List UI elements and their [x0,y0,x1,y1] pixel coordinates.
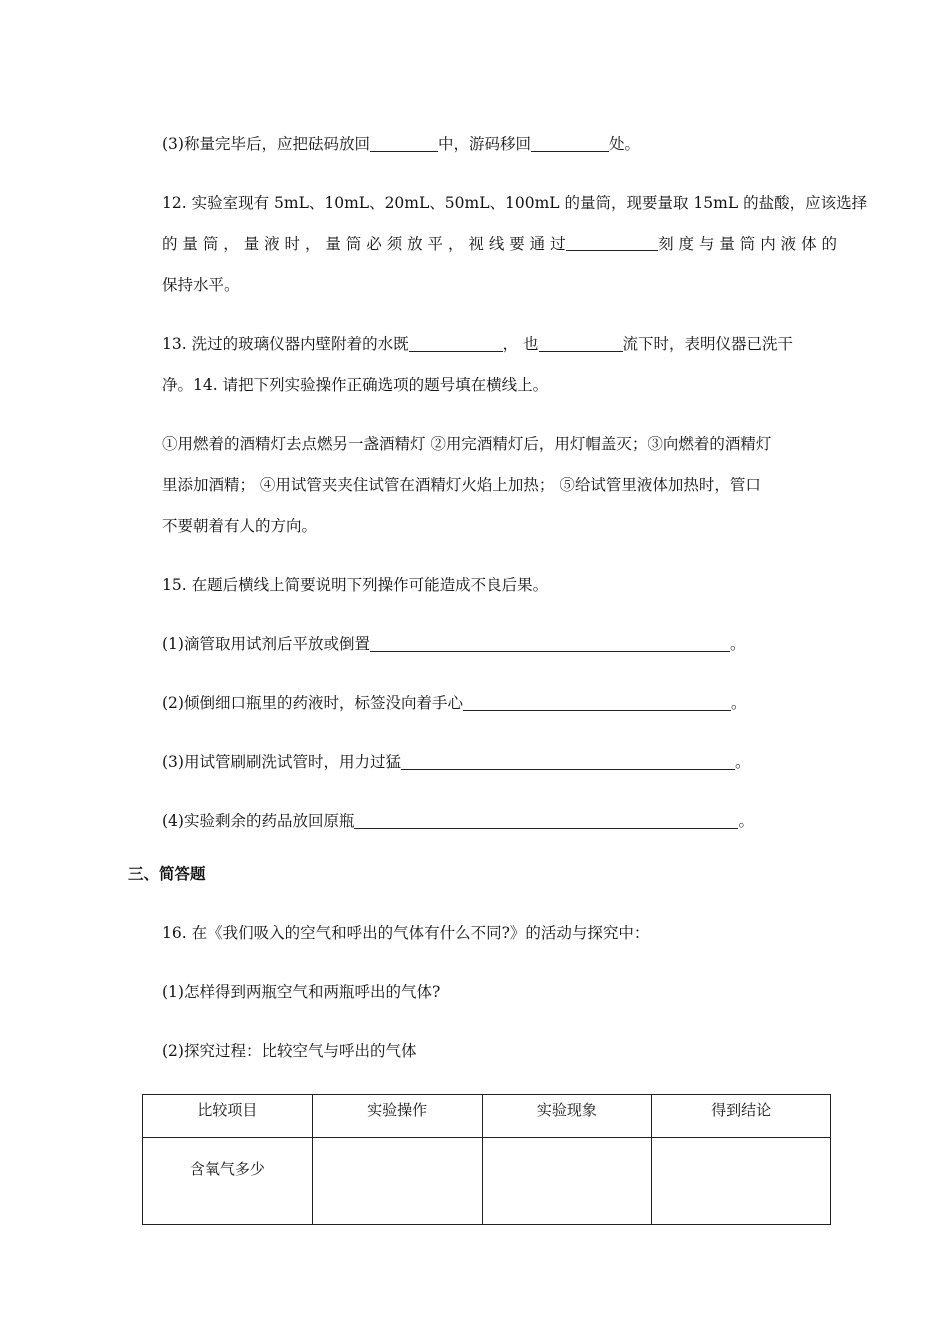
q11-part3 [162,134,640,154]
table-header-cell: 得到结论 [652,1095,831,1138]
q11-3-text-a: (3)称量完毕后，应把砝码放回 [162,135,370,153]
q12-blank[interactable] [566,234,658,251]
q15-item-4 [162,811,754,831]
q12-line3: 保持水平。 [162,276,240,294]
q13-text-a: 13. 洗过的玻璃仪器内壁附着的水既 [162,335,409,353]
q12-line2-a: 的 量 筒 ， 量 液 时 ， 量 筒 必 须 放 平 ， 视 线 要 通 过 [162,235,566,253]
q13-blank-1[interactable] [409,335,503,352]
q11-3-text-b: 中，游码移回 [437,135,531,153]
q11-3-blank-2[interactable] [531,135,609,152]
table-cell-empty[interactable] [482,1138,652,1225]
q15-item-3-text: (3)用试管刷刷洗试管时，用力过猛 [162,753,401,771]
q13-blank-2[interactable] [539,335,623,352]
table-row [143,1138,831,1225]
q11-3-text-c: 处。 [608,135,640,153]
q15-item-1 [162,634,745,654]
q15-item-3-blank[interactable] [401,753,735,770]
q14-options-line2: 里添加酒精； ④用试管夹夹住试管在酒精灯火焰上加热； ⑤给试管里液体加热时，管口 [162,476,761,494]
q12-line2-b: 刻 度 与 量 筒 内 液 体 的 [658,235,837,253]
q15-item-1-text: (1)滴管取用试剂后平放或倒置 [162,635,370,653]
q15-item-4-end: 。 [738,812,754,830]
q12-line1: 12. 实验室现有 5mL、10mL、20mL、50mL、100mL 的量筒，现要量取 15mL 的盐酸，应该选择 [162,194,868,212]
q15-item-2-text: (2)倾倒细口瓶里的药液时，标签没向着手心 [162,694,463,712]
q14-options-line3: 不要朝着有人的方向。 [162,517,318,535]
table-header-cell: 实验现象 [482,1095,652,1138]
table-header-cell: 比较项目 [143,1095,313,1138]
q15-item-3-end: 。 [734,753,751,771]
table-cell-empty[interactable] [312,1138,482,1225]
q14-options-line1: ①用燃着的酒精灯去点燃另一盏酒精灯 ②用完酒精灯后，用灯帽盖灭；③向燃着的酒精灯 [162,435,772,453]
table-cell: 含氧气多少 [143,1138,313,1225]
q11-3-blank-1[interactable] [370,135,438,152]
q15-item-2-end: 。 [730,694,747,712]
table-header-cell: 实验操作 [312,1095,482,1138]
q16-part2: (2)探究过程：比较空气与呼出的气体 [162,1042,417,1060]
q15-item-4-blank[interactable] [354,812,738,829]
q15-item-1-blank[interactable] [370,635,730,652]
q16-line1: 16. 在《我们吸入的空气和呼出的气体有什么不同?》的活动与探究中： [162,924,650,942]
q13-text-b: ， 也 [502,335,539,353]
table-cell-empty[interactable] [652,1138,831,1225]
q12-line2 [162,234,837,254]
q15-item-3 [162,752,750,772]
q15-item-2 [162,693,746,713]
section-heading: 三、简答题 [128,865,206,883]
table-header-row [143,1095,831,1138]
q13-line2: 净。14. 请把下列实验操作正确选项的题号填在横线上。 [162,376,549,394]
q15-title: 15. 在题后横线上简要说明下列操作可能造成不良后果。 [162,576,549,594]
q15-item-1-end: 。 [729,635,746,653]
q13-text-c: 流下时，表明仪器已洗干 [622,335,794,353]
q15-item-4-text: (4)实验剩余的药品放回原瓶 [162,812,355,830]
q13-line1 [162,334,793,354]
q15-item-2-blank[interactable] [463,694,731,711]
comparison-table [142,1094,831,1225]
q16-part1: (1)怎样得到两瓶空气和两瓶呼出的气体? [162,983,441,1001]
